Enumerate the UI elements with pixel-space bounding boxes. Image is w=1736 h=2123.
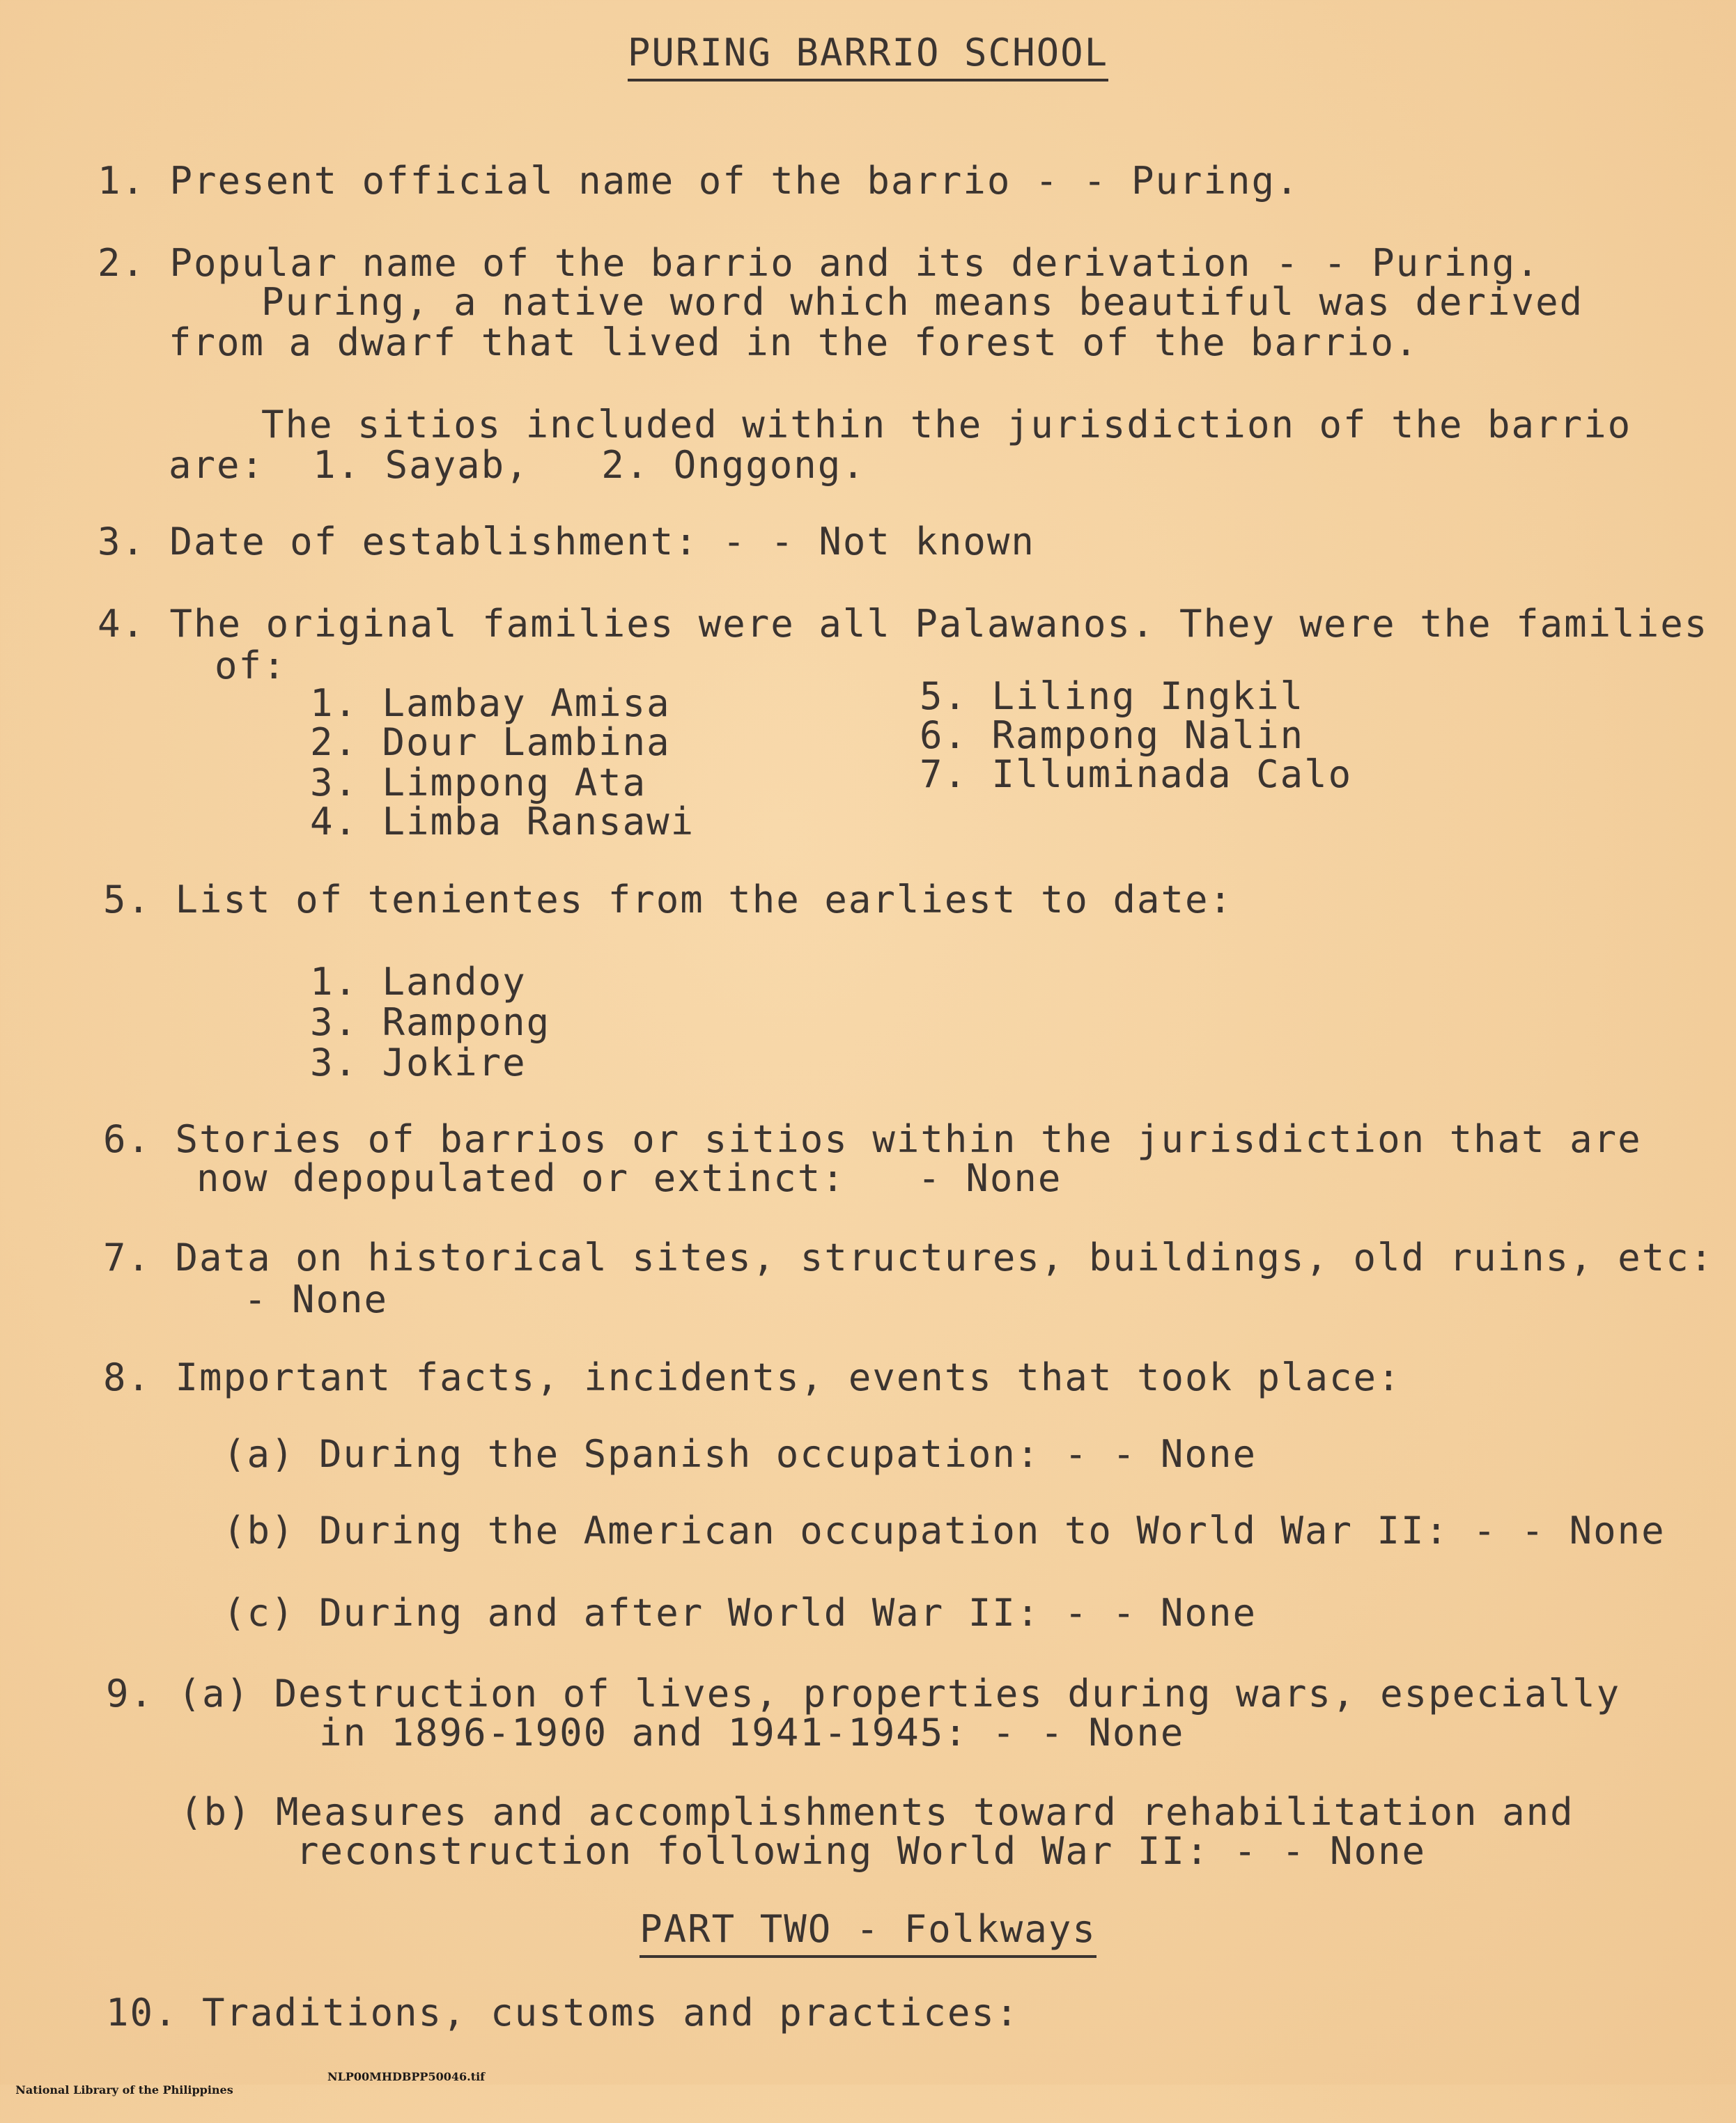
- footer-file-reference: NLP00MHDBPP50046.tif: [327, 2070, 486, 2083]
- item-9a-line-2: in 1896-1900 and 1941-1945: - - None: [319, 1711, 1185, 1755]
- document-title: [0, 32, 1736, 74]
- part-two-heading-text: PART TWO - Folkways: [640, 1907, 1096, 1958]
- item-7-line-1: 7. Data on historical sites, structures, buildings, old ruins, etc:: [103, 1236, 1714, 1280]
- part-two-heading: [0, 1908, 1736, 1950]
- item-9b-line-2: reconstruction following World War II: - - None: [296, 1829, 1427, 1873]
- item-6-line-2: now depopulated or extinct: - None: [196, 1156, 1062, 1200]
- footer-library-name: National Library of the Philippines: [15, 2083, 233, 2097]
- family-list-item: 1. Lambay Amisa: [310, 681, 671, 725]
- family-list-item: 2. Dour Lambina: [310, 720, 671, 764]
- item-6-line-1: 6. Stories of barrios or sitios within the jurisdiction that are: [103, 1117, 1642, 1161]
- item-8-heading: 8. Important facts, incidents, events that took place:: [103, 1355, 1402, 1399]
- item-2-heading: 2. Popular name of the barrio and its derivation - - Puring.: [98, 241, 1540, 285]
- item-3: 3. Date of establishment: - - Not known: [98, 520, 1035, 563]
- item-7-line-2: - None: [244, 1277, 389, 1321]
- item-8a: (a) During the Spanish occupation: - - None: [223, 1432, 1257, 1476]
- item-4-of: of:: [215, 644, 287, 687]
- family-list-item: 3. Limpong Ata: [310, 761, 647, 804]
- item-10: 10. Traditions, customs and practices:: [106, 1991, 1020, 2035]
- item-4-heading: 4. The original families were all Palawanos. They were the families: [98, 602, 1709, 646]
- item-8c: (c) During and after World War II: - - None: [223, 1591, 1257, 1635]
- family-list-item: 4. Limba Ransawi: [310, 800, 695, 843]
- teniente-list-item: 3. Rampong: [310, 1000, 551, 1044]
- teniente-list-item: 3. Jokire: [310, 1041, 527, 1084]
- item-1: 1. Present official name of the barrio - - Puring.: [98, 159, 1300, 203]
- item-2-derivation-line-1: Puring, a native word which means beautiful was derived: [261, 280, 1584, 324]
- scan-footer: [0, 2070, 486, 2123]
- item-9a-line-1: 9. (a) Destruction of lives, properties during wars, especially: [106, 1672, 1621, 1716]
- item-2-derivation-line-2: from a dwarf that lived in the forest of the barrio.: [169, 320, 1419, 364]
- item-8b: (b) During the American occupation to World War II: - - None: [223, 1509, 1666, 1553]
- document-title-text: PURING BARRIO SCHOOL: [628, 31, 1108, 81]
- family-list-item: 5. Liling Ingkil: [920, 674, 1305, 718]
- item-5-heading: 5. List of tenientes from the earliest to date:: [103, 878, 1234, 921]
- item-2-sitios-line-1: The sitios included within the jurisdiction of the barrio: [261, 403, 1632, 446]
- item-9b-line-1: (b) Measures and accomplishments toward rehabilitation and: [180, 1790, 1574, 1834]
- family-list-item: 7. Illuminada Calo: [920, 752, 1353, 796]
- family-list-item: 6. Rampong Nalin: [920, 713, 1305, 757]
- item-2-sitios-line-2: are: 1. Sayab, 2. Onggong.: [169, 443, 866, 487]
- teniente-list-item: 1. Landoy: [310, 960, 527, 1004]
